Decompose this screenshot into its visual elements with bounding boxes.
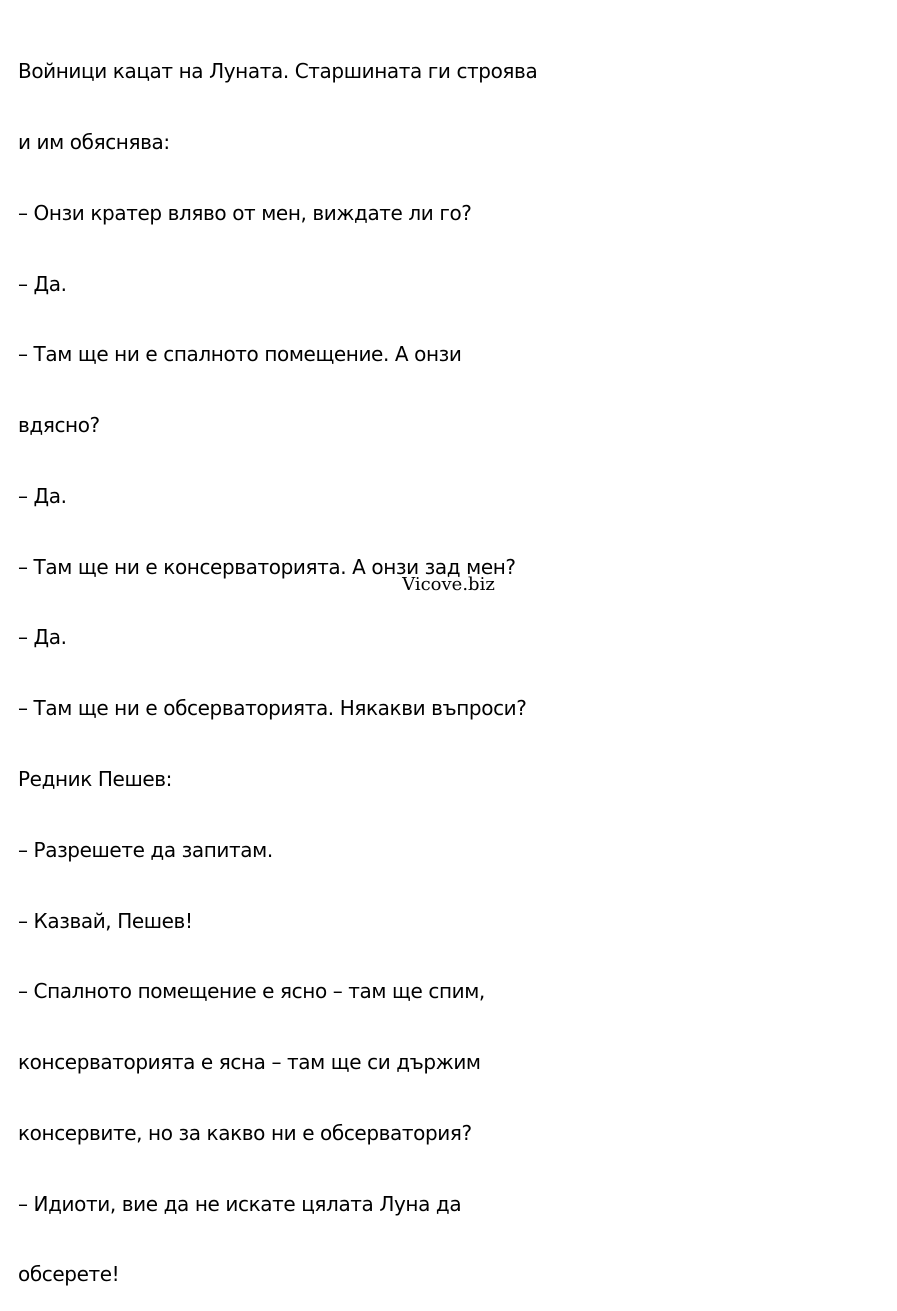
joke-line: и им обяснява: — [18, 129, 170, 154]
site-watermark: Vicove.biz — [402, 574, 495, 595]
joke-line: консерваторията е ясна – там ще си държим — [18, 1050, 481, 1075]
joke-line: – Онзи кратер вляво от мен, виждате ли го? — [18, 200, 472, 225]
joke-line: обсерете! — [18, 1262, 120, 1287]
joke-line: – Идиоти, вие да не искате цялата Луна да — [18, 1191, 462, 1216]
joke-line: – Спалното помещение е ясно – там ще спим, — [18, 979, 485, 1004]
joke-line: – Да. — [18, 483, 67, 508]
joke-line: – Разрешете да запитам. — [18, 837, 273, 862]
joke-line: – Да. — [18, 271, 67, 296]
joke-line: – Да. — [18, 625, 67, 650]
joke-line: консервите, но за какво ни е обсерватория? — [18, 1120, 472, 1145]
joke-line: вдясно? — [18, 413, 100, 438]
joke-text — [18, 13, 578, 1311]
joke-line: Редник Пешев: — [18, 767, 172, 791]
joke-line: – Там ще ни е обсерваторията. Някакви въпроси? — [18, 696, 527, 721]
joke-line: – Казвай, Пешев! — [18, 908, 193, 933]
joke-line: Войници кацат на Луната. Старшината ги строява — [18, 59, 538, 84]
joke-line: – Там ще ни е консерваторията. А онзи зад мен? — [18, 554, 516, 579]
joke-line: – Там ще ни е спалното помещение. А онзи — [18, 342, 462, 367]
